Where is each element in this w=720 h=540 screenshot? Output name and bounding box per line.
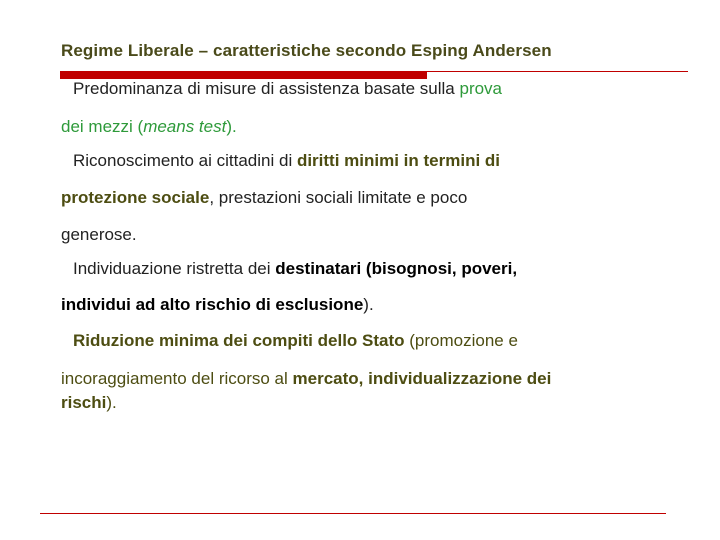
bullet-4-text-2: incoraggiamento del ricorso al [61,369,293,388]
bullet-4-end: ). [106,393,117,412]
bullet-1-line-1 [61,79,502,99]
bullet-4-line-3 [61,393,117,413]
bullet-1-emphasis: prova [459,79,503,98]
bullet-2-line-1 [61,151,500,171]
bullet-3-end: ). [363,295,374,314]
bullet-2-text-2: , prestazioni sociali limitate e poco [209,188,468,207]
bullet-3-line-2 [61,295,374,315]
bullet-3-emphasis-2: individui ad alto rischio di esclusione [61,295,364,314]
bullet-2-emphasis-2: protezione sociale [61,188,210,207]
bullet-2-line-2 [61,188,467,208]
title-underline-thick [60,71,427,79]
bullet-1-text: Predominanza di misure di assistenza basate sulla [73,79,460,98]
bullet-4-line-1 [61,331,518,351]
bullet-1-italic: means test [143,117,227,136]
title-underline-thin [427,71,688,72]
bullet-4-emphasis: Riduzione minima dei compiti dello Stato [73,331,405,350]
bullet-4-line-2 [61,369,551,389]
bullet-2-text: Riconoscimento ai cittadini di [73,151,297,170]
bullet-1-end: ). [226,117,237,136]
bullet-1-line-2 [61,117,237,137]
bullet-4-text: (promozione e [404,331,518,350]
slide-title: Regime Liberale – caratteristiche secondo Esping Andersen [61,41,552,60]
bullet-1-cont: dei mezzi ( [61,117,144,136]
bullet-2-emphasis: diritti minimi in termini di [296,151,501,170]
bullet-2-line-3 [61,225,137,245]
bullet-3-line-1 [61,259,517,279]
bullet-3-text: Individuazione ristretta dei [73,259,276,278]
bullet-3-emphasis: destinatari (bisognosi, poveri, [275,259,518,278]
bullet-4-emphasis-2: mercato, individualizzazione dei [292,369,552,388]
bullet-4-emphasis-3: rischi [61,393,107,412]
footer-rule [40,513,666,514]
bullet-2-text-3: generose. [61,225,137,244]
